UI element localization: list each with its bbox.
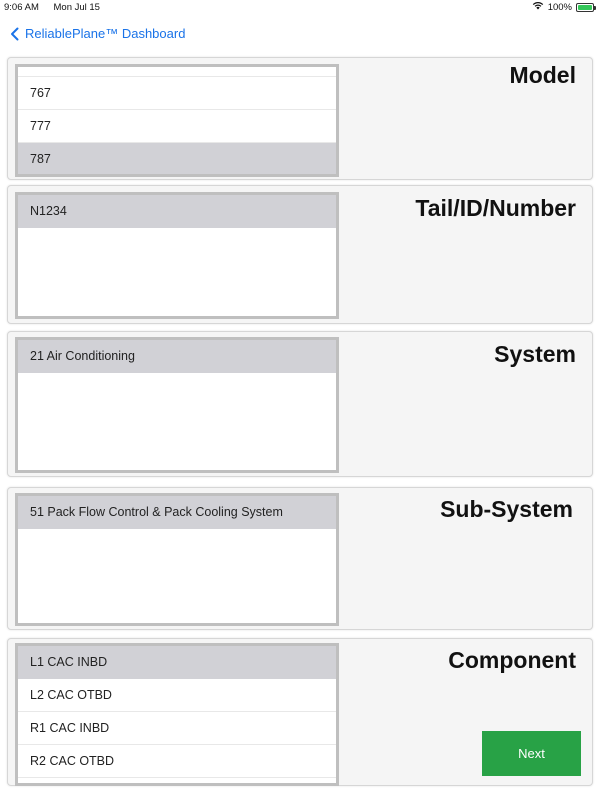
next-button[interactable]: Next bbox=[482, 731, 581, 776]
tail-list[interactable] bbox=[15, 192, 339, 319]
system-card bbox=[7, 331, 593, 477]
model-item-777[interactable]: 777 bbox=[18, 110, 336, 143]
back-button-label: ReliablePlane™ Dashboard bbox=[25, 26, 186, 41]
subsystem-title: Sub-System bbox=[440, 496, 573, 522]
model-list[interactable] bbox=[15, 64, 339, 177]
tail-item[interactable]: N1234 bbox=[18, 195, 336, 228]
status-right bbox=[532, 1, 594, 13]
back-button[interactable] bbox=[10, 26, 185, 41]
model-item-787[interactable]: 787 bbox=[18, 143, 336, 176]
model-title: Model bbox=[509, 62, 576, 88]
component-item-r1-cac-inbd[interactable]: R1 CAC INBD bbox=[18, 712, 336, 745]
component-item-l1-cac-inbd[interactable]: L1 CAC INBD bbox=[18, 646, 336, 679]
subsystem-item[interactable]: 51 Pack Flow Control & Pack Cooling System bbox=[18, 496, 336, 529]
status-date: Mon Jul 15 bbox=[53, 2, 100, 13]
model-item-767[interactable]: 767 bbox=[18, 77, 336, 110]
system-list[interactable] bbox=[15, 337, 339, 473]
wifi-icon bbox=[532, 1, 544, 13]
list-item-partial[interactable] bbox=[18, 67, 336, 77]
component-item-r2-cac-otbd[interactable]: R2 CAC OTBD bbox=[18, 745, 336, 778]
status-left bbox=[4, 2, 112, 13]
component-item-l2-cac-otbd[interactable]: L2 CAC OTBD bbox=[18, 679, 336, 712]
model-card bbox=[7, 57, 593, 180]
system-item[interactable]: 21 Air Conditioning bbox=[18, 340, 336, 373]
tail-card bbox=[7, 185, 593, 324]
battery-icon bbox=[576, 3, 594, 12]
subsystem-card bbox=[7, 487, 593, 630]
status-bar bbox=[0, 0, 600, 14]
status-time: 9:06 AM bbox=[4, 2, 39, 13]
component-title: Component bbox=[448, 647, 576, 673]
tail-title: Tail/ID/Number bbox=[415, 195, 576, 221]
subsystem-list[interactable] bbox=[15, 493, 339, 626]
chevron-left-icon bbox=[10, 27, 19, 41]
system-title: System bbox=[494, 341, 576, 367]
component-list[interactable] bbox=[15, 643, 339, 786]
battery-percent: 100% bbox=[547, 1, 572, 13]
